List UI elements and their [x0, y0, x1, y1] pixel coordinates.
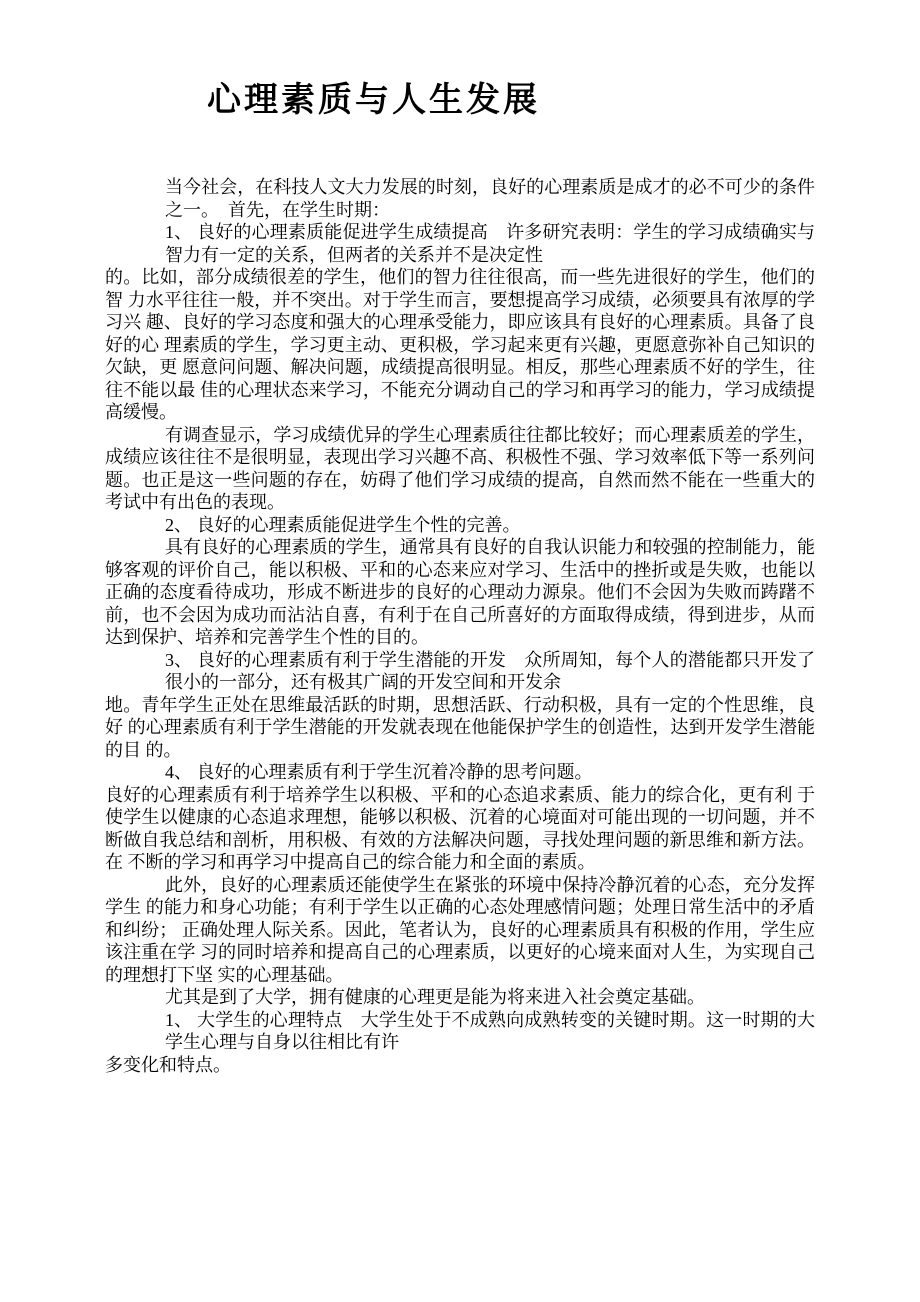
- paragraph: 此外，良好的心理素质还能使学生在紧张的环境中保持冷静沉着的心态，充分发挥学生 的能力和身心功能；有利于学生以正确的心态处理感情问题；处理日常生活中的矛盾和纠纷； 正确处理人际关系。因此，笔者认为，良好的心理素质具有积极的作用，学生应该注重在学 习的同时培养和提高自己的心理素质，以更好的心境来面对人生，为实现自己的理想打下坚 实的心理基础。: [105, 874, 815, 985]
- paragraph: 当今社会，在科技人文大力发展的时刻，良好的心理素质是成才的必不可少的条件之一。 首先，在学生时期：: [165, 177, 815, 220]
- paragraph: 多变化和特点。: [105, 1054, 231, 1075]
- paragraph: 具有良好的心理素质的学生，通常具有良好的自我认识能力和较强的控制能力，能够客观的评价自己，能以积极、平和的心态来应对学习、生活中的挫折或是失败，也能以正确的态度看待成功，形成不断进步的良好的心理动力源泉。他们不会因为失败而踌躇不前，也不会因为成功而沾沾自喜，有利于在自己所喜好的方面取得成绩，得到进步，从而达到保护、培养和完善学生个性的目的。: [105, 537, 815, 647]
- paragraph: 地。青年学生正处在思维最活跃的时期，思想活跃、行动积极，具有一定的个性思维，良好 的心理素质有利于学生潜能的开发就表现在他能保护学生的创造性，达到开发学生潜能的目 的。: [105, 694, 815, 760]
- paragraph: 有调查显示，学习成绩优异的学生心理素质往往都比较好；而心理素质差的学生，成绩应该往往不是很明显，表现出学习兴趣不高、积极性不强、学习效率低下等一系列问题。也正是这一些问题的存在，妨碍了他们学习成绩的提高，自然而然不能在一些重大的考试中有出色的表现。: [105, 424, 815, 512]
- paragraph: 尤其是到了大学，拥有健康的心理更是能为将来进入社会奠定基础。: [165, 987, 705, 1007]
- paragraph: 1、 大学生的心理特点 大学生处于不成熟向成熟转变的关键时期。这一时期的大学生心理与自身以往相比有许: [165, 1009, 815, 1052]
- document-title: 心理素质与人生发展: [207, 82, 540, 119]
- paragraph: 1、 良好的心理素质能促进学生成绩提高 许多研究表明：学生的学习成绩确实与智力有一定的关系，但两者的关系并不是决定性: [165, 222, 815, 265]
- paragraph: 3、 良好的心理素质有利于学生潜能的开发 众所周知，每个人的潜能都只开发了很小的一部分，还有极其广阔的开发空间和开发余: [165, 649, 815, 692]
- paragraph: 2、 良好的心理素质能促进学生个性的完善。: [165, 514, 521, 535]
- document-body: [105, 176, 815, 1076]
- paragraph: 良好的心理素质有利于培养学生以积极、平和的心态追求素质、能力的综合化，更有利 于使学生以健康的心态追求理想，能够以积极、沉着的心境面对可能出现的一切问题，并不 断做自我总结和剖析，用积极、有效的方法解决问题，寻找处理问题的新思维和新方法。在 不断的学习和再学习中提高自己的综合能力和全面的素质。: [105, 784, 815, 872]
- paragraph: 的。比如，部分成绩很差的学生，他们的智力往往很高，而一些先进很好的学生，他们的智 力水平往往一般，并不突出。对于学生而言，要想提高学习成绩，必须要具有浓厚的学习兴 趣、良好的学习态度和强大的心理承受能力，即应该具有良好的心理素质。具备了良好的心 理素质的学生，学习更主动、更积极，学习起来更有兴趣，更愿意弥补自己知识的欠缺，更 愿意问问题、解决问题，成绩提高很明显。相反，那些心理素质不好的学生，往往不能以最 佳的心理状态来学习，不能充分调动自己的学习和再学习的能力，学习成绩提高缓慢。: [105, 267, 815, 422]
- paragraph: 4、 良好的心理素质有利于学生沉着冷静的思考问题。: [165, 762, 593, 782]
